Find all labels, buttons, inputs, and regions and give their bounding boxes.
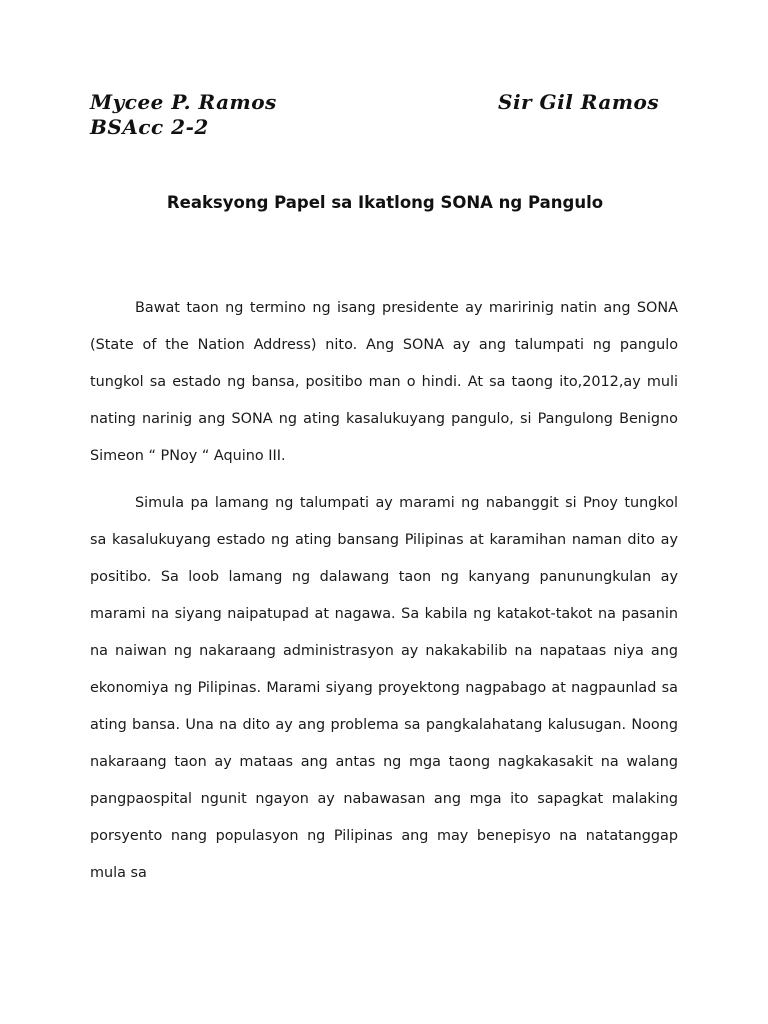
paragraph-1: Bawat taon ng termino ng isang presidente ay maririnig natin ang SONA (State of the Nation Address) nito. Ang SONA ay ang talumpati ng pangulo tungkol sa estado ng bansa, positibo man o hindi. At sa taong ito,2012,ay muli nating narinig ang SONA ng ating kasalukuyang pangulo, si Pangulong Benigno Simeon “ PNoy “ Aquino III. (90, 300, 678, 464)
document-title: Reaksyong Papel sa Ikatlong SONA ng Pangulo (166, 193, 604, 212)
paragraph-2: Simula pa lamang ng talumpati ay marami ng nabanggit si Pnoy tungkol sa kasalukuyang estado ng ating bansang Pilipinas at karamihan naman dito ay positibo. Sa loob lamang ng dalawang taon ng kanyang panunungkulan ay marami na siyang naipatupad at nagawa. Sa kabila ng katakot-takot na pasanin na naiwan ng nakaraang administrasyon ay nakakabilib na napataas niya ang ekonomiya ng Pilipinas. Marami siyang proyektong nagpabago at nagpaunlad sa ating bansa. Una na dito ay ang problema sa pangkalahatang kalusugan. Noong nakaraang taon ay mataas ang antas ng mga taong nagkakasakit na walang pangpaospital ngunit ngayon ay nabawasan ang mga ito sapagkat malaking porsyento nang populasyon ng Pilipinas ang may benepisyo na natatanggap mula sa (90, 495, 678, 881)
paragraph-container (90, 485, 678, 892)
author-name: Mycee P. Ramos (90, 90, 277, 114)
course-section: BSAcc 2-2 (90, 115, 209, 139)
instructor-name: Sir Gil Ramos (498, 90, 660, 114)
paragraph-container (90, 290, 678, 475)
